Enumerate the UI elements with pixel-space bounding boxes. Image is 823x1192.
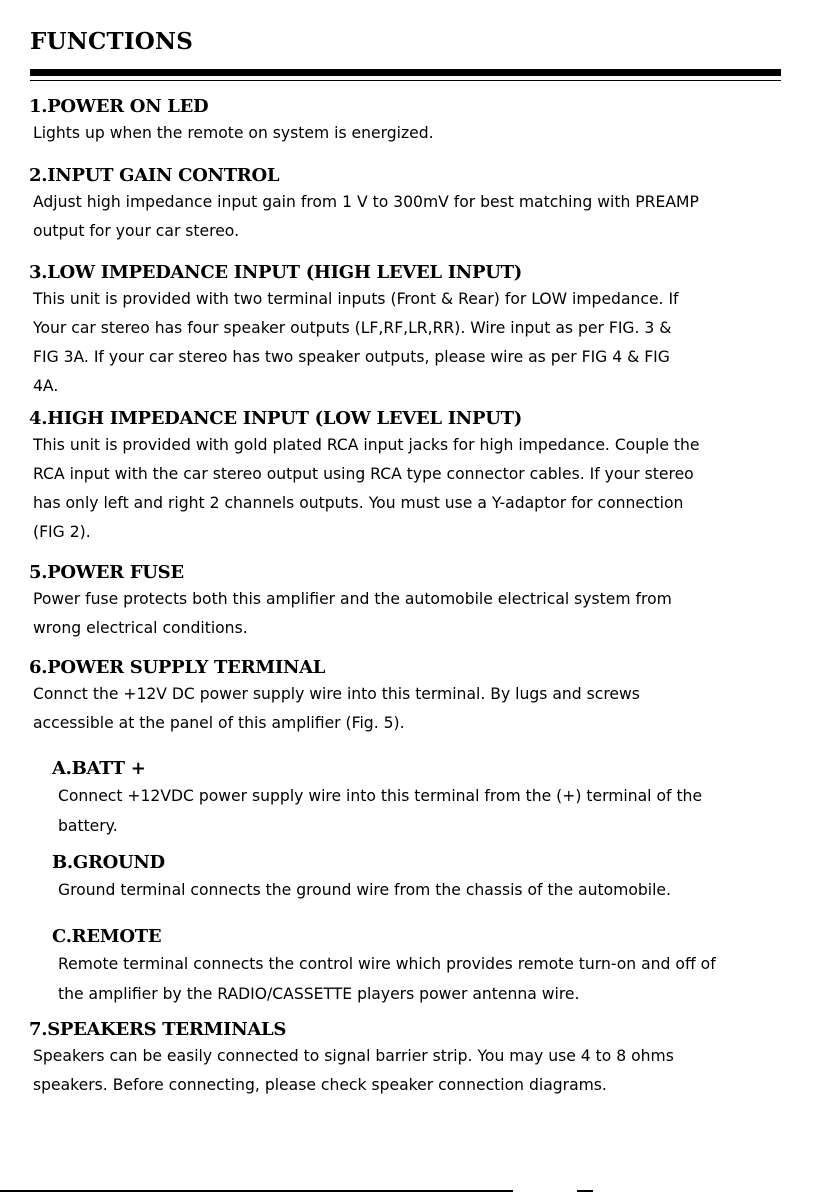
subsection-remote — [52, 925, 783, 1009]
section-heading: 4.HIGH IMPEDANCE INPUT (LOW LEVEL INPUT) — [29, 408, 522, 429]
text-line: Ground terminal connects the ground wire from the chassis of the automobile. — [58, 881, 671, 899]
title-rule — [30, 69, 781, 76]
subsection-text — [58, 875, 783, 905]
text-line: This unit is provided with gold plated RCA input jacks for high impedance. Couple the — [33, 436, 700, 454]
subsection-batt — [52, 757, 783, 841]
text-line: speakers. Before connecting, please check speaker connection diagrams. — [33, 1076, 607, 1094]
section-heading: 2.INPUT GAIN CONTROL — [29, 165, 280, 186]
section-heading: 3.LOW IMPEDANCE INPUT (HIGH LEVEL INPUT) — [29, 262, 522, 283]
section-power-supply-terminal — [29, 656, 783, 738]
text-line: the amplifier by the RADIO/CASSETTE players power antenna wire. — [58, 985, 580, 1003]
text-line: 4A. — [33, 377, 59, 395]
subsection-text — [58, 949, 783, 1009]
section-input-gain-control — [29, 164, 783, 246]
section-high-impedance-input — [29, 407, 783, 547]
text-line: FIG 3A. If your car stereo has two speaker outputs, please wire as per FIG 4 & FIG — [33, 348, 670, 366]
subsection-text — [58, 781, 783, 841]
section-heading: 6.POWER SUPPLY TERMINAL — [29, 657, 326, 678]
text-line: has only left and right 2 channels outputs. You must use a Y-adaptor for connection — [33, 494, 684, 512]
text-line: wrong electrical conditions. — [33, 619, 248, 637]
subsection-heading: A.BATT + — [52, 758, 146, 779]
section-text — [33, 188, 783, 246]
section-text — [33, 431, 783, 547]
text-line: battery. — [58, 817, 118, 835]
section-power-on-led — [29, 95, 783, 148]
section-text — [33, 285, 783, 401]
text-line: Remote terminal connects the control wire which provides remote turn-on and off of — [58, 955, 716, 973]
section-speakers-terminals — [29, 1018, 783, 1100]
text-line: Speakers can be easily connected to signal barrier strip. You may use 4 to 8 ohms — [33, 1047, 674, 1065]
title-rule-thin — [30, 80, 781, 81]
page-title: FUNCTIONS — [30, 28, 194, 55]
text-line: output for your car stereo. — [33, 222, 240, 240]
text-line: (FIG 2). — [33, 523, 91, 541]
text-line: Power fuse protects both this amplifier and the automobile electrical system from — [33, 590, 672, 608]
section-text — [33, 119, 783, 148]
subsection-ground — [52, 851, 783, 905]
text-line: RCA input with the car stereo output using RCA type connector cables. If your stereo — [33, 465, 694, 483]
text-line: This unit is provided with two terminal inputs (Front & Rear) for LOW impedance. If — [33, 290, 679, 308]
section-heading: 1.POWER ON LED — [29, 96, 209, 117]
section-text — [33, 680, 783, 738]
section-heading: 7.SPEAKERS TERMINALS — [29, 1019, 287, 1040]
text-line: Connct the +12V DC power supply wire into this terminal. By lugs and screws — [33, 685, 640, 703]
section-heading: 5.POWER FUSE — [29, 562, 184, 583]
text-line: accessible at the panel of this amplifier (Fig. 5). — [33, 714, 405, 732]
section-text — [33, 1042, 783, 1100]
section-text — [33, 585, 783, 643]
subsection-heading: C.REMOTE — [52, 926, 162, 947]
section-power-fuse — [29, 561, 783, 643]
section-low-impedance-input — [29, 261, 783, 401]
text-line: Lights up when the remote on system is energized. — [33, 124, 434, 142]
text-line: Adjust high impedance input gain from 1 V to 300mV for best matching with PREAMP — [33, 193, 699, 211]
text-line: Your car stereo has four speaker outputs (LF,RF,LR,RR). Wire input as per FIG. 3 & — [33, 319, 672, 337]
subsection-heading: B.GROUND — [52, 852, 165, 873]
text-line: Connect +12VDC power supply wire into this terminal from the (+) terminal of the — [58, 787, 703, 805]
